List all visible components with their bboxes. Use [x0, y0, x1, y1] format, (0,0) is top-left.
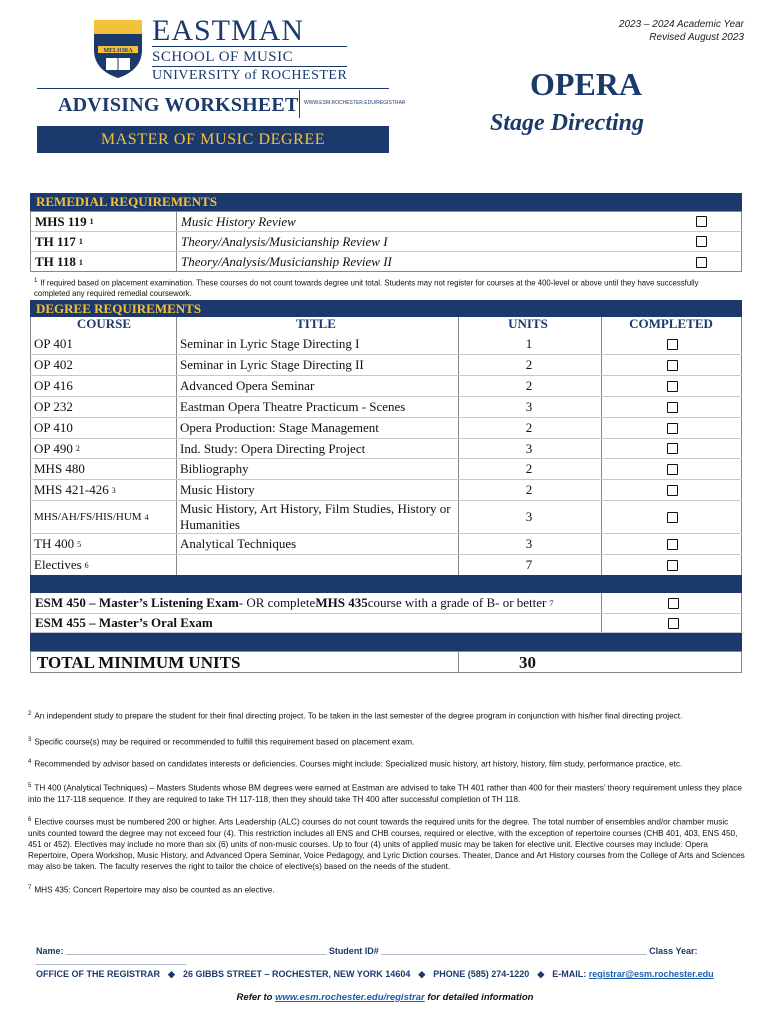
total-label: TOTAL MINIMUM UNITS: [37, 653, 241, 672]
name-field[interactable]: Name: ____________________________________________________: [36, 946, 327, 956]
course-title: Music History, Art History, Film Studies, History or Humanities: [180, 501, 451, 532]
table-row: [30, 459, 742, 480]
logo-motto: MELIORA: [103, 48, 133, 54]
footnote-ref: 7: [549, 598, 554, 608]
course-units: 2: [525, 378, 533, 393]
course-title: Seminar in Lyric Stage Directing II: [180, 357, 364, 372]
course-code: MHS 480: [34, 461, 85, 476]
course-code: MHS/AH/FS/HIS/HUM 4: [34, 511, 149, 523]
table-row: [30, 355, 742, 376]
diamond-icon: ◆: [168, 969, 175, 979]
checkbox-icon[interactable]: [696, 236, 707, 247]
table-row: [30, 480, 742, 501]
completed-checkbox-cell[interactable]: [671, 252, 731, 272]
course-code: OP 401: [34, 336, 73, 351]
course-title: Bibliography: [180, 461, 249, 476]
footnote-ref: 1: [89, 217, 94, 226]
course-title: Seminar in Lyric Stage Directing I: [180, 336, 360, 351]
listening-exam-text: ESM 450 – Master’s Listening Exam - OR complete MHS 435 course with a grade of B- or better 7: [35, 595, 554, 610]
course-code: Electives 6: [34, 557, 89, 572]
registrar-contact-line: [36, 969, 714, 980]
checkbox-icon[interactable]: [667, 512, 678, 523]
diamond-icon: ◆: [537, 969, 545, 979]
remedial-course: MHS 119 1: [35, 213, 94, 229]
remedial-heading: REMEDIAL REQUIREMENTS: [30, 193, 742, 211]
table-row: [30, 534, 742, 555]
course-title: Eastman Opera Theatre Practicum - Scenes: [180, 399, 406, 414]
footnote-ref: 5: [77, 539, 82, 549]
course-code: MHS 421-426 3: [34, 482, 116, 497]
total-value: 30: [519, 653, 536, 672]
completed-checkbox-cell[interactable]: [602, 334, 742, 354]
exam-table: [30, 593, 742, 633]
checkbox-icon[interactable]: [667, 423, 678, 434]
office-name: OFFICE OF THE REGISTRAR: [36, 969, 161, 979]
footnote-3: $^3$ Specific course(s) may be required or recommended to fulfill this requirement based on placement exam.: [28, 737, 415, 747]
course-units: 2: [525, 420, 533, 435]
footnote-ref: 4: [144, 512, 149, 522]
remedial-footnote: $^1$ If required based on placement examination. These courses do not count towards degree unit total. Students may not register for courses at the 400-level or above until they have successfully completed any required remedial coursework.: [34, 278, 699, 298]
course-units: 3: [525, 399, 533, 414]
table-row: [31, 232, 743, 252]
footnote-ref: 1: [78, 257, 83, 267]
shield-icon: [92, 16, 144, 80]
remedial-course: TH 118 1: [35, 254, 83, 269]
checkbox-icon[interactable]: [667, 485, 678, 496]
revised-date: Revised August 2023: [649, 32, 744, 43]
column-header-course: COURSE: [76, 316, 132, 331]
total-row: [30, 651, 742, 673]
diamond-icon: ◆: [418, 969, 426, 979]
course-units: 1: [525, 336, 533, 351]
student-info-line: [36, 946, 770, 966]
table-row: [30, 334, 742, 355]
column-header-completed: COMPLETED: [629, 316, 713, 331]
table-row: [30, 555, 742, 576]
column-header-units: UNITS: [508, 316, 548, 331]
completed-checkbox-cell[interactable]: [602, 459, 742, 479]
header-divider: [37, 88, 389, 89]
concentration-title: Stage Directing: [490, 110, 644, 136]
completed-checkbox-cell[interactable]: [602, 439, 742, 458]
course-code: OP 402: [34, 357, 73, 372]
table-row: [30, 439, 742, 459]
completed-checkbox-cell[interactable]: [602, 397, 742, 417]
checkbox-icon[interactable]: [667, 560, 678, 571]
footnote-6: $^6$ Elective courses must be numbered 200 or higher. Arts Leadership (ALC) courses do not count towards the required units for the degree. The total number of ensembles and/or chamber music units counted toward the degree may not exceed four (4). This restriction includes all ENS and CHB courses, required or elective, with the exception of repertoire courses (CHB 401, 403, ENS 450, 451 or 452). Electives may include no more than six (6) units of non-music courses. Up to four (4) units of applied music may be taken for elective unit. Elective courses may include: Opera Repertoire, Opera Workshop, Music History, and Advanced Opera Seminar, Voice Pedagogy, and Lyric Diction courses. Theater, Dance and Art History courses from the College of Arts and Sciences may also be taken. The faculty reserves the right to tailor the choice of elective(s) based on the needs of the student.: [28, 817, 745, 871]
checkbox-icon[interactable]: [696, 216, 707, 227]
completed-checkbox-cell[interactable]: [602, 480, 742, 500]
completed-checkbox-cell[interactable]: [602, 555, 742, 575]
table-row: [31, 252, 743, 272]
course-title: [180, 555, 455, 575]
completed-checkbox-cell[interactable]: [671, 212, 731, 231]
academic-year: 2023 – 2024 Academic Year: [618, 19, 744, 30]
column-divider: [458, 652, 459, 672]
course-units: 3: [525, 440, 533, 456]
column-header-title: TITLE: [296, 316, 336, 331]
logo-eastman: EASTMAN: [152, 14, 305, 47]
logo-school: SCHOOL OF MUSIC: [152, 46, 347, 66]
course-units: 2: [525, 357, 533, 372]
remedial-title: Music History Review: [181, 213, 296, 229]
completed-checkbox-cell[interactable]: [602, 376, 742, 396]
logo-university: UNIVERSITY of ROCHESTER: [152, 68, 348, 83]
email-label: E-MAIL:: [552, 969, 589, 979]
completed-checkbox-cell[interactable]: [602, 534, 742, 554]
advising-worksheet-title: ADVISING WORKSHEET: [58, 94, 299, 116]
table-row: [30, 501, 742, 534]
footnote-5: $^5$ TH 400 (Analytical Techniques) – Masters Students whose BM degrees were earned at Eastman are advised to take TH 401 rather than 400 for their masters’ theory requirement unless they place into the 117-118 sequence. If they are required to take TH 117-118, then they should take TH 400 after successful completion of TH 118.: [28, 783, 742, 804]
footnote-ref: 6: [84, 560, 89, 570]
degree-banner: [37, 126, 389, 153]
checkbox-icon[interactable]: [667, 381, 678, 392]
checkbox-icon[interactable]: [667, 402, 678, 413]
remedial-course: TH 117 1: [35, 233, 83, 249]
course-title: Advanced Opera Seminar: [180, 378, 315, 393]
degree-name: MASTER OF MUSIC DEGREE: [100, 131, 326, 148]
degree-heading: DEGREE REQUIREMENTS: [30, 300, 742, 317]
refer-line: Refer to www.esm.rochester.edu/registrar for detailed information: [236, 992, 534, 1003]
remedial-title: Theory/Analysis/Musicianship Review II: [181, 254, 392, 269]
degree-rows: [30, 334, 742, 578]
registrar-link[interactable]: www.esm.rochester.edu/registrar: [275, 992, 425, 1003]
table-row: [31, 614, 743, 633]
checkbox-icon[interactable]: [667, 339, 678, 350]
footnote-4: $^4$ Recommended by advisor based on candidates interests or deficiencies. Courses might include: Specialized music history, art history, history, film study, performance practice, etc.: [28, 759, 683, 769]
completed-checkbox-cell[interactable]: [603, 593, 743, 613]
course-code: OP 410: [34, 420, 73, 435]
completed-checkbox-cell[interactable]: [602, 501, 742, 533]
office-phone: PHONE (585) 274-1220: [433, 969, 530, 979]
completed-checkbox-cell[interactable]: [602, 355, 742, 375]
checkbox-icon[interactable]: [667, 360, 678, 371]
course-title: Analytical Techniques: [180, 536, 297, 551]
table-row: [31, 593, 743, 614]
logo-wordmark: [152, 16, 347, 84]
course-units: 3: [525, 536, 533, 551]
checkbox-icon[interactable]: [667, 443, 678, 454]
course-units: 2: [525, 461, 533, 476]
registrar-url-small: WWW.ESM.ROCHESTER.EDU/REGISTRAR: [304, 100, 406, 106]
course-units: 3: [525, 509, 533, 524]
checkbox-icon[interactable]: [667, 539, 678, 550]
completed-checkbox-cell[interactable]: [671, 232, 731, 251]
checkbox-icon[interactable]: [696, 257, 707, 268]
section-separator: [30, 575, 742, 593]
remedial-table: [30, 211, 742, 272]
table-row: [30, 397, 742, 418]
course-code: OP 416: [34, 378, 73, 393]
footnote-2: $^2$ An independent study to prepare the student for their final directing project. To be taken in the last semester of the degree program in conjunction with his/her final directing project.: [28, 711, 683, 721]
course-units: 2: [525, 482, 533, 497]
course-title: Music History: [180, 482, 255, 497]
academic-year-block: [619, 18, 744, 44]
header-vertical-divider: [299, 90, 300, 118]
course-title: Opera Production: Stage Management: [180, 420, 379, 435]
course-code: TH 400 5: [34, 536, 82, 551]
oral-exam-text: ESM 455 – Master’s Oral Exam: [35, 615, 213, 630]
table-row: [30, 376, 742, 397]
eastman-logo: [92, 16, 352, 86]
checkbox-icon[interactable]: [667, 464, 678, 475]
checkbox-icon[interactable]: [668, 598, 679, 609]
checkbox-icon[interactable]: [668, 618, 679, 629]
section-separator: [30, 633, 742, 651]
table-row: [31, 212, 743, 232]
office-address: 26 GIBBS STREET – ROCHESTER, NEW YORK 14604: [182, 969, 411, 979]
footnote-ref: 1: [78, 237, 83, 246]
program-title: OPERA: [530, 66, 642, 102]
table-row: [30, 418, 742, 439]
footnote-ref: 2: [75, 444, 80, 453]
student-id-field[interactable]: Student ID# _____________________________________________________: [328, 946, 647, 956]
completed-checkbox-cell[interactable]: [603, 614, 743, 632]
course-units: 7: [525, 557, 533, 572]
footnote-7: $^7$ MHS 435: Concert Repertoire may also be counted as an elective.: [28, 885, 275, 895]
class-year-field[interactable]: Class Year: ______________________________: [36, 946, 698, 966]
completed-checkbox-cell[interactable]: [602, 418, 742, 438]
course-code: OP 490 2: [34, 440, 80, 456]
remedial-title: Theory/Analysis/Musicianship Review I: [181, 233, 388, 249]
course-code: OP 232: [34, 399, 73, 414]
footnote-ref: 3: [111, 485, 116, 495]
course-title: Ind. Study: Opera Directing Project: [180, 440, 366, 456]
email-link[interactable]: registrar@esm.rochester.edu: [588, 969, 714, 979]
